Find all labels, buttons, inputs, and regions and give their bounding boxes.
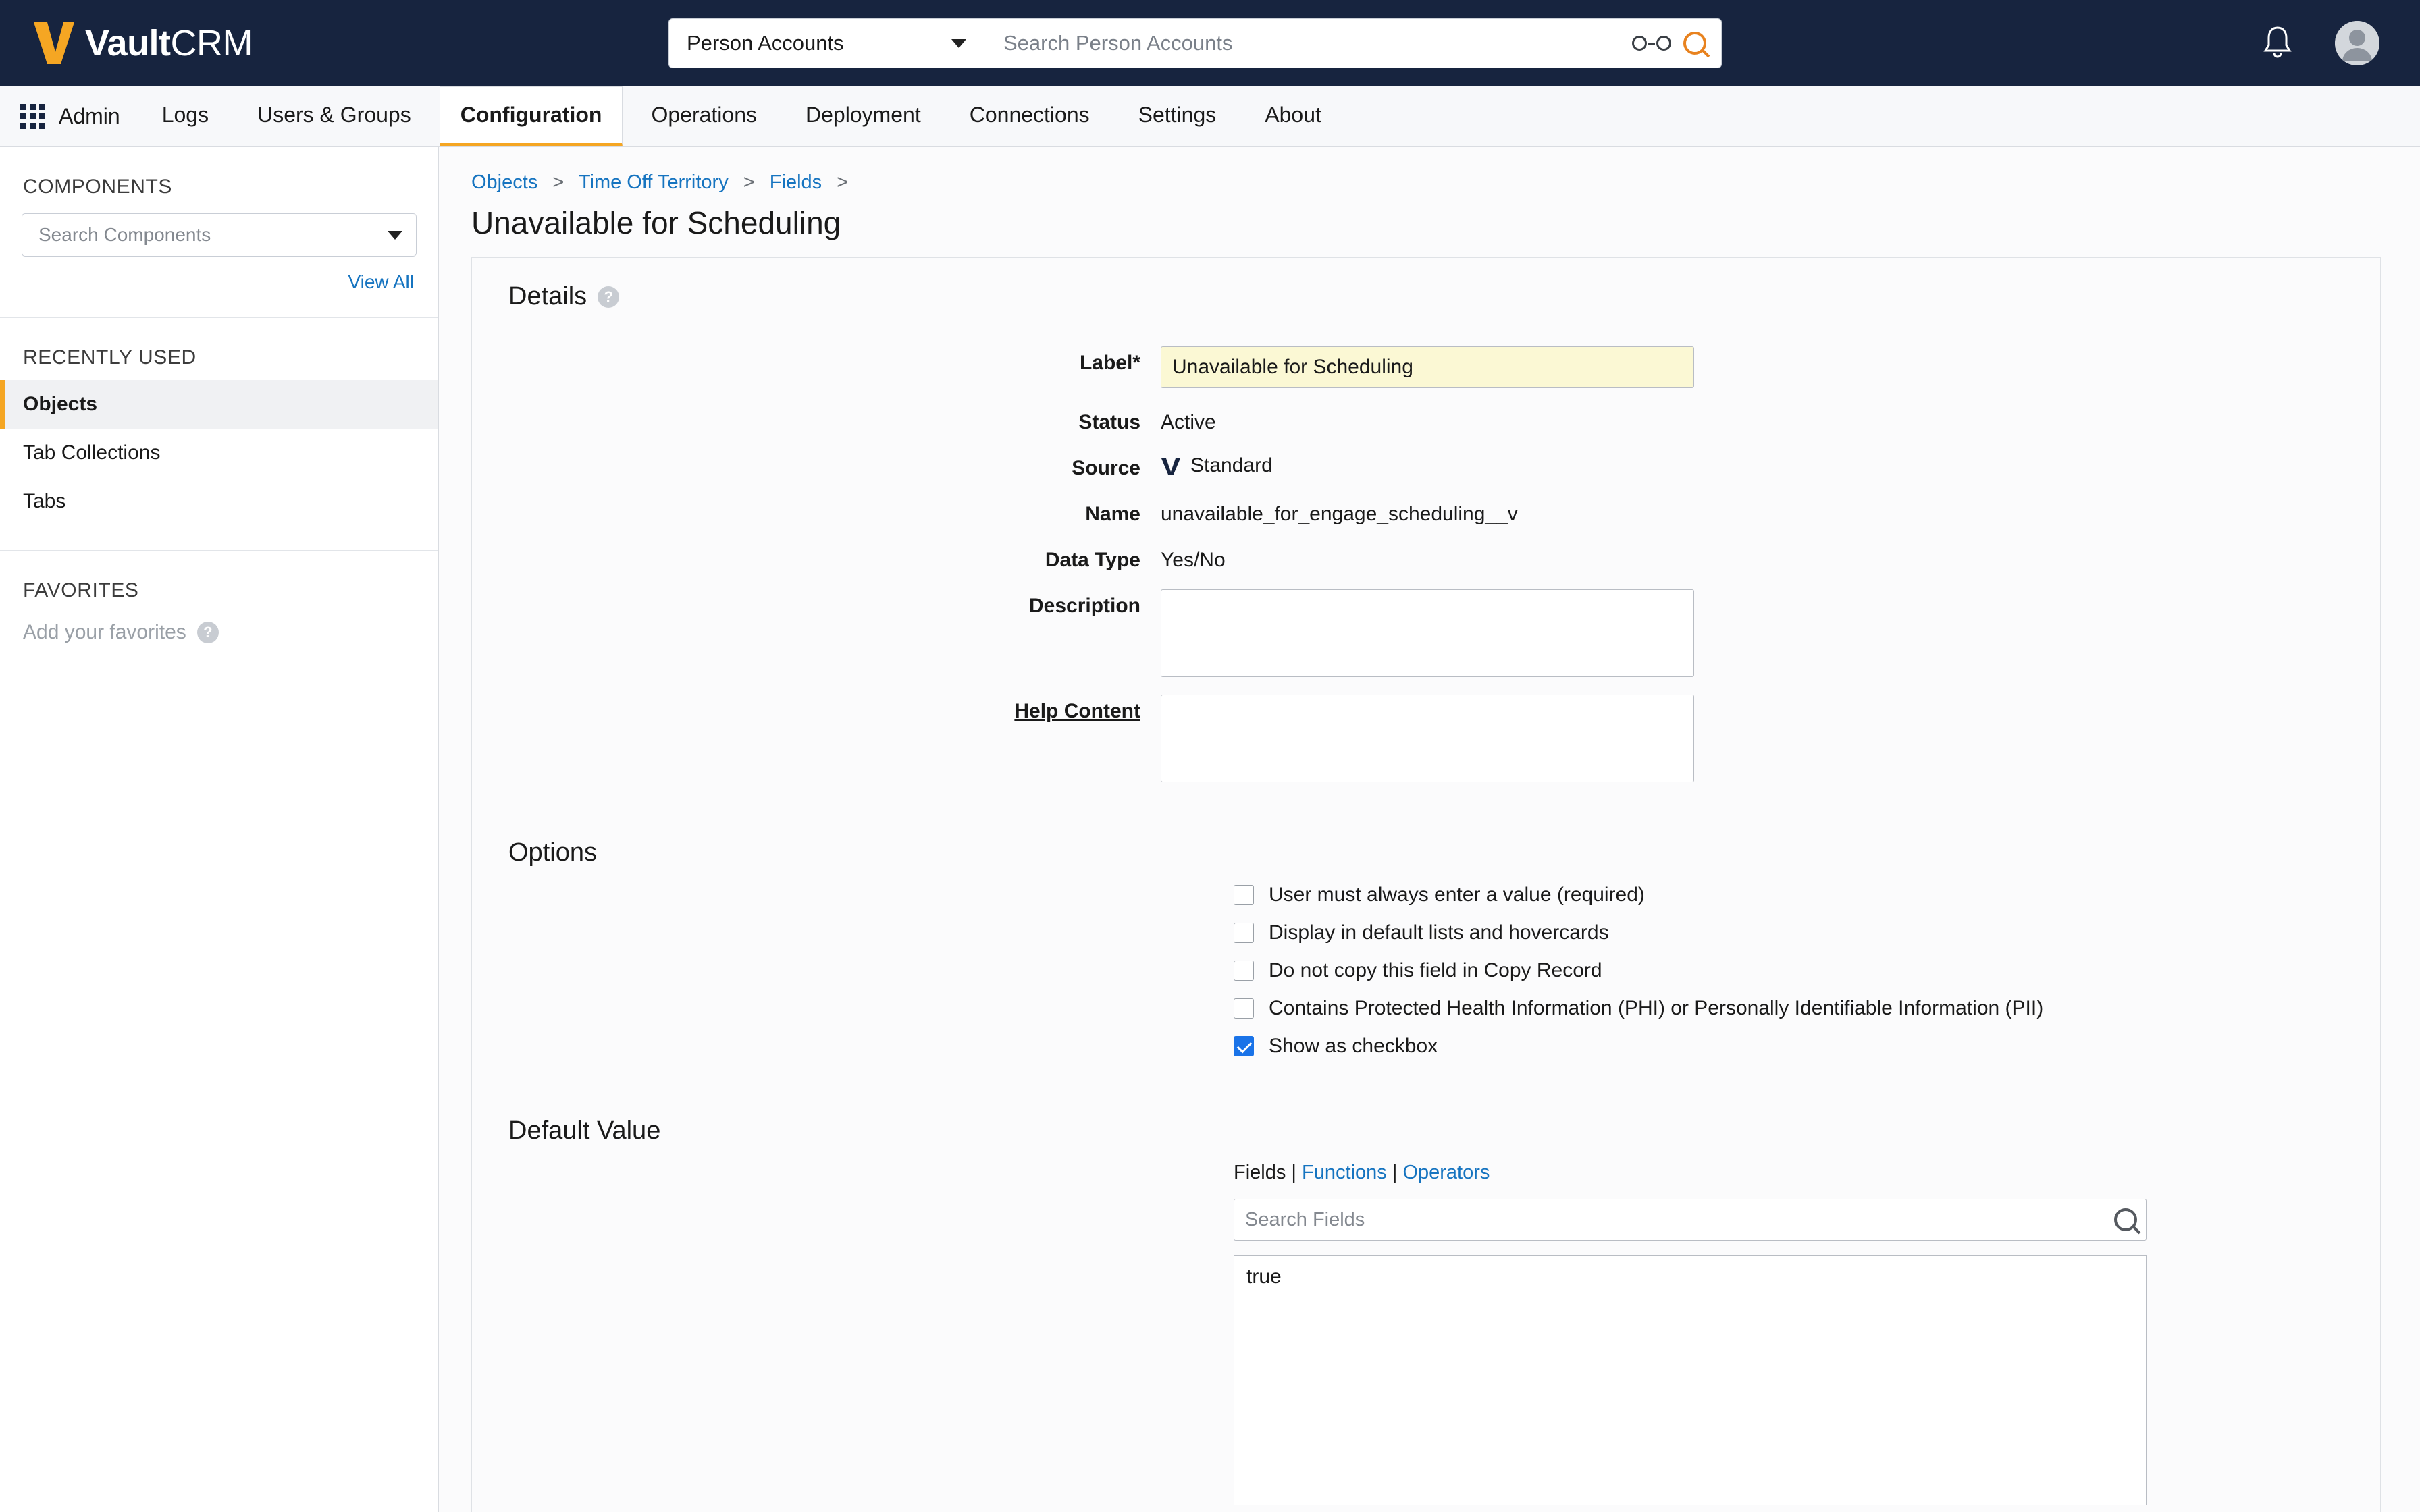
search-scope-value: Person Accounts	[687, 31, 844, 55]
source-value: Standard	[1190, 454, 1273, 477]
status-row	[472, 406, 2380, 434]
sidebar-item-objects[interactable]: Objects	[0, 380, 438, 429]
option-no-copy-label: Do not copy this field in Copy Record	[1269, 959, 1602, 981]
name-row	[472, 497, 2380, 526]
option-no-copy[interactable]	[472, 959, 2380, 982]
checkbox-no-copy[interactable]	[1234, 961, 1254, 981]
bell-icon[interactable]	[2262, 25, 2293, 62]
nav-item-operations[interactable]: Operations	[651, 103, 757, 127]
brand-logo[interactable]	[32, 20, 253, 67]
option-show-as-checkbox-label: Show as checkbox	[1269, 1035, 1438, 1057]
label-field-row	[472, 346, 2380, 388]
label-field-input[interactable]	[1161, 346, 1694, 388]
breadcrumb-time-off-territory[interactable]: Time Off Territory	[578, 171, 729, 193]
option-default-lists-label: Display in default lists and hovercards	[1269, 921, 1609, 944]
nav-item-settings[interactable]: Settings	[1138, 103, 1217, 127]
components-title: COMPONENTS	[23, 176, 173, 198]
page-body	[0, 147, 2420, 1512]
breadcrumb-fields[interactable]: Fields	[769, 171, 822, 193]
tab-separator: |	[1392, 1162, 1398, 1183]
sidebar	[0, 147, 439, 1512]
search-scope-select[interactable]	[668, 18, 984, 68]
recently-used-title: RECENTLY USED	[23, 346, 196, 369]
default-value-expression-editor[interactable]: true	[1234, 1256, 2147, 1505]
vault-v-icon	[1161, 456, 1181, 476]
admin-nav-bar	[0, 86, 2420, 147]
options-heading: Options	[508, 838, 597, 867]
breadcrumb-separator: >	[552, 171, 564, 193]
option-show-as-checkbox[interactable]	[472, 1035, 2380, 1058]
chevron-down-icon	[951, 39, 966, 48]
description-row	[472, 589, 2380, 677]
search-fields-input[interactable]	[1234, 1199, 2105, 1241]
description-label: Description	[1028, 595, 1140, 617]
name-label: Name	[1085, 503, 1140, 525]
breadcrumb-separator: >	[743, 171, 755, 193]
breadcrumb-objects[interactable]: Objects	[471, 171, 538, 193]
breadcrumb-separator: >	[837, 171, 849, 193]
search-components-placeholder: Search Components	[38, 224, 211, 245]
details-section-header	[472, 282, 2380, 329]
data-type-label: Data Type	[1045, 549, 1140, 571]
checkbox-phi-pii[interactable]	[1234, 998, 1254, 1019]
source-value-wrap	[1161, 452, 1273, 477]
search-icon	[2114, 1208, 2137, 1231]
description-textarea[interactable]	[1161, 589, 1694, 677]
help-icon[interactable]: ?	[197, 622, 219, 643]
option-required[interactable]	[472, 884, 2380, 907]
default-value-tabs	[472, 1162, 2380, 1184]
tab-separator: |	[1291, 1162, 1296, 1183]
favorites-title: FAVORITES	[23, 579, 139, 601]
top-bar	[0, 0, 2420, 86]
label-field-label: Label*	[1079, 352, 1140, 374]
favorites-hint-label: Add your favorites	[23, 621, 186, 643]
help-icon[interactable]: ?	[598, 286, 619, 308]
tab-functions[interactable]: Functions	[1302, 1162, 1387, 1183]
nav-item-configuration[interactable]: Configuration	[440, 86, 623, 146]
favorites-hint	[0, 613, 438, 652]
search-input-wrap[interactable]	[984, 18, 1722, 68]
nav-item-logs[interactable]: Logs	[161, 103, 209, 127]
option-phi-pii-label: Contains Protected Health Information (PHI) or Personally Identifiable Information (PII)	[1269, 997, 2044, 1019]
option-default-lists[interactable]	[472, 921, 2380, 944]
details-heading: Details	[508, 282, 587, 310]
search-fields-placeholder: Search Fields	[1245, 1208, 1365, 1231]
status-label: Status	[1078, 411, 1140, 433]
app-grid-icon[interactable]	[20, 104, 45, 129]
sidebar-item-tabs[interactable]: Tabs	[23, 490, 66, 512]
nav-item-users-groups[interactable]: Users & Groups	[257, 103, 411, 127]
topbar-right	[2262, 21, 2379, 65]
search-input[interactable]	[1002, 30, 1620, 56]
page-title: Unavailable for Scheduling	[471, 205, 841, 240]
checkbox-show-as-checkbox[interactable]	[1234, 1036, 1254, 1056]
chevron-down-icon[interactable]	[388, 231, 402, 240]
nav-item-about[interactable]: About	[1265, 103, 1321, 127]
tab-operators[interactable]: Operators	[1402, 1162, 1490, 1183]
checkbox-default-lists[interactable]	[1234, 923, 1254, 943]
option-required-label: User must always enter a value (required)	[1269, 884, 1645, 906]
field-detail-card	[471, 257, 2381, 1512]
help-content-row	[472, 695, 2380, 782]
default-value-search-wrap	[472, 1199, 2380, 1241]
checkbox-required[interactable]	[1234, 885, 1254, 905]
app-launcher[interactable]	[15, 86, 138, 146]
search-fields-button[interactable]	[2105, 1199, 2147, 1241]
status-value: Active	[1161, 411, 1216, 433]
tab-fields[interactable]: Fields	[1234, 1162, 1286, 1183]
sidebar-item-tab-collections[interactable]: Tab Collections	[23, 441, 161, 464]
nav-item-deployment[interactable]: Deployment	[805, 103, 921, 127]
data-type-value: Yes/No	[1161, 549, 1226, 571]
admin-label: Admin	[59, 104, 120, 128]
search-icon[interactable]	[1683, 32, 1706, 55]
main-content	[439, 147, 2420, 1512]
option-phi-pii[interactable]	[472, 997, 2380, 1020]
global-search	[668, 18, 1722, 68]
source-row	[472, 452, 2380, 480]
brand-name: VaultCRM	[85, 23, 253, 63]
name-value: unavailable_for_engage_scheduling__v	[1161, 503, 1518, 525]
vault-v-logo-icon	[32, 20, 76, 67]
source-label: Source	[1072, 457, 1140, 479]
breadcrumb	[439, 147, 2420, 194]
avatar[interactable]	[2335, 21, 2379, 65]
binoculars-icon[interactable]	[1632, 36, 1671, 51]
help-content-textarea[interactable]	[1161, 695, 1694, 782]
help-content-label: Help Content	[1014, 700, 1140, 722]
view-all-link[interactable]: View All	[348, 271, 414, 292]
data-type-row	[472, 543, 2380, 572]
default-value-heading: Default Value	[508, 1116, 661, 1145]
search-components-input[interactable]	[22, 213, 417, 256]
nav-item-connections[interactable]: Connections	[969, 103, 1090, 127]
